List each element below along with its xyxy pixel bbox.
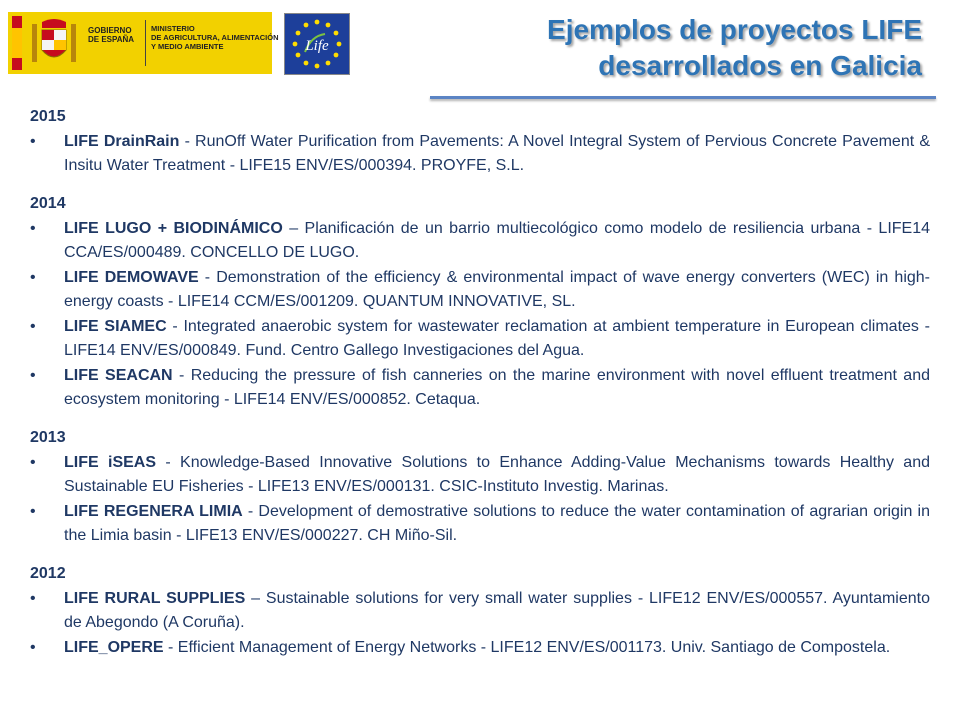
project-name: LIFE DEMOWAVE [64, 269, 199, 286]
project-name: LIFE DrainRain [64, 133, 180, 150]
project-description: - Development of demostrative solutions to reduce the water contamination of agrarian origin in the Limia basin - LIFE13 ENV/ES/000227. CH Miño-Sil. [64, 503, 930, 544]
project-description: - Demonstration of the efficiency & environmental impact of wave energy converters (WEC) in high-energy coasts - LIFE14 CCM/ES/001209. QUANTUM INNOVATIVE, SL. [64, 269, 930, 310]
title-line-2: desarrollados en Galicia [598, 50, 922, 81]
list-item [30, 587, 930, 635]
year-heading-2012: 2012 [30, 565, 66, 582]
government-logo [8, 12, 279, 74]
list-item [30, 266, 930, 314]
bullet: • [30, 503, 36, 520]
title-line-1: Ejemplos de proyectos LIFE [547, 14, 922, 45]
life-logo-text: Life [305, 38, 329, 54]
project-description: - Knowledge-Based Innovative Solutions to Enhance Adding-Value Mechanisms towards Healthy and Sustainable EU Fisheries - LIFE13 ENV/ES/000131. CSIC-Instituto Investig. Marinas. [64, 454, 931, 495]
list-item [30, 217, 930, 265]
page-title [422, 12, 922, 84]
coat-of-arms-icon [28, 18, 80, 68]
title-underline [430, 96, 936, 99]
projects-list [30, 105, 930, 660]
list-item [30, 451, 930, 499]
project-description: - Efficient Management of Energy Networks - LIFE12 ENV/ES/001173. Univ. Santiago de Compostela. [163, 639, 891, 656]
project-name: LIFE SIAMEC [64, 318, 167, 335]
bullet: • [30, 318, 36, 335]
ministry-name: MINISTERIO DE AGRICULTURA, ALIMENTACIÓN Y MEDIO AMBIENTE [151, 24, 279, 51]
list-item [30, 364, 930, 412]
government-name: GOBIERNO DE ESPAÑA [88, 26, 135, 44]
list-item [30, 636, 930, 660]
project-name: LIFE LUGO + BIODINÁMICO [64, 220, 283, 237]
project-description: – Planificación de un barrio multiecológico como modelo de resiliencia urbana - LIFE14 CCA/ES/000489. CONCELLO DE LUGO. [64, 220, 931, 261]
bullet: • [30, 454, 36, 471]
bullet: • [30, 220, 36, 237]
bullet: • [30, 590, 36, 607]
year-heading-2013: 2013 [30, 429, 66, 446]
life-logo [284, 13, 350, 75]
bullet: • [30, 367, 36, 384]
project-description: - RunOff Water Purification from Pavements: A Novel Integral System of Pervious Concrete Pavement & Insitu Water Treatment - LIFE15 ENV/ES/000394. PROYFE, S.L. [64, 133, 930, 174]
list-item [30, 500, 930, 548]
list-item [30, 130, 930, 178]
bullet: • [30, 269, 36, 286]
year-heading-2014: 2014 [30, 195, 66, 212]
year-heading-2015: 2015 [30, 108, 66, 125]
logo-divider [145, 20, 146, 66]
eu-stars-icon [285, 14, 349, 74]
project-name: LIFE SEACAN [64, 367, 173, 384]
project-description: – Sustainable solutions for very small water supplies - LIFE12 ENV/ES/000557. Ayuntamiento de Abegondo (A Coruña). [64, 590, 930, 631]
project-description: - Integrated anaerobic system for wastewater reclamation at ambient temperature in European climates - LIFE14 ENV/ES/000849. Fund. Centro Gallego Investigaciones del Agua. [64, 318, 930, 359]
spain-flag-center [12, 28, 22, 58]
list-item [30, 315, 930, 363]
bullet: • [30, 133, 36, 150]
project-description: - Reducing the pressure of fish canneries on the marine environment with novel effluent treatment and ecosystem monitoring - LIFE14 ENV/ES/000852. Cetaqua. [64, 367, 931, 408]
bullet: • [30, 639, 36, 656]
project-name: LIFE RURAL SUPPLIES [64, 590, 246, 607]
project-name: LIFE iSEAS [64, 454, 157, 471]
project-name: LIFE REGENERA LIMIA [64, 503, 243, 520]
project-name: LIFE_OPERE [64, 639, 164, 656]
